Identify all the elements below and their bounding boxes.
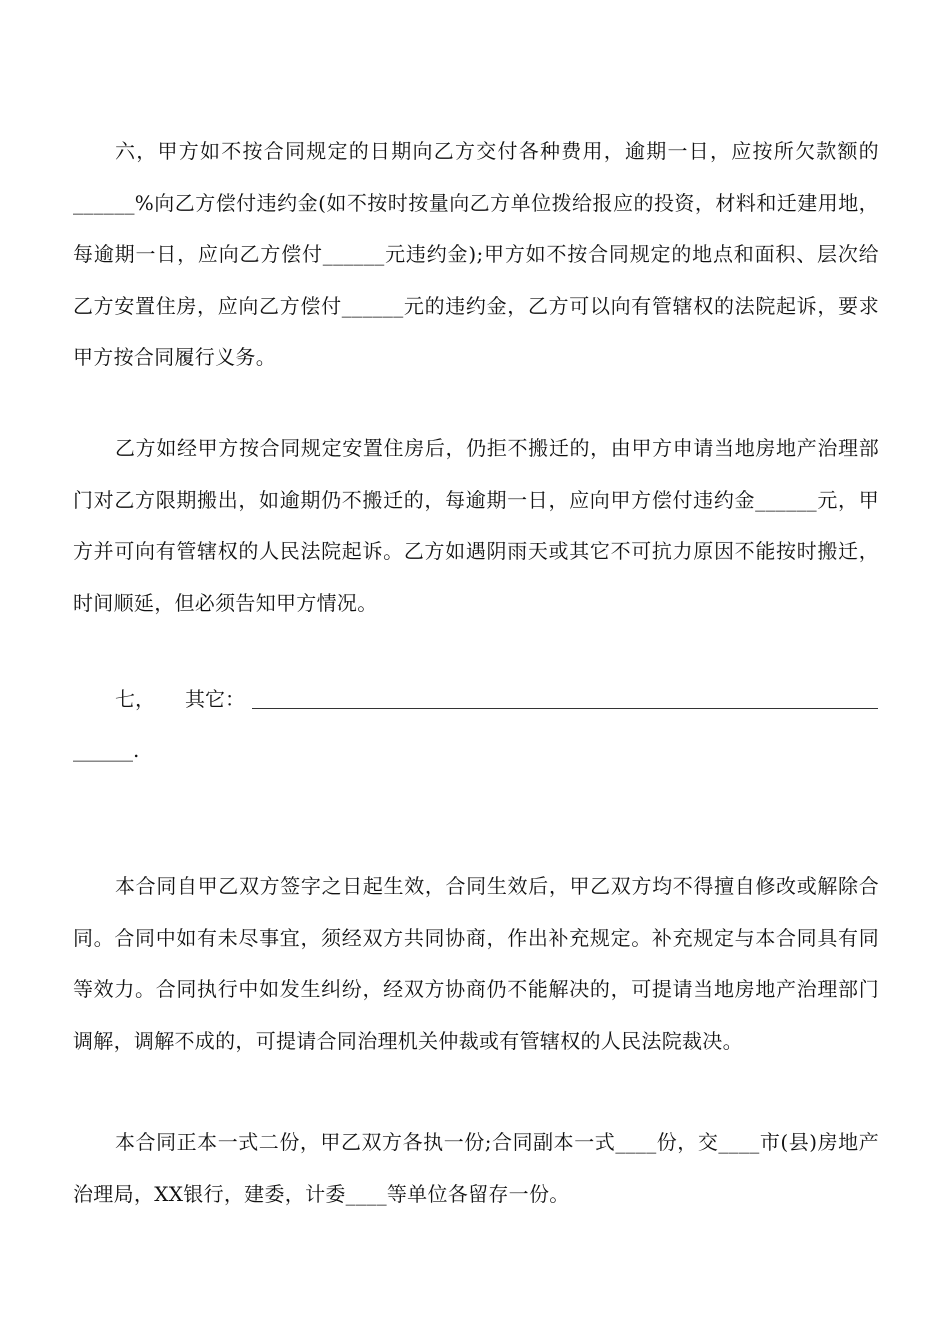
clause-seven-tail: ______.	[73, 738, 140, 762]
clause-seven-label: 其它：	[185, 687, 245, 711]
copies-paragraph: 本合同正本一式二份，甲乙双方各执一份;合同副本一式____份，交____市(县)房地产治理局，XX银行，建委，计委____等单位各留存一份。	[73, 1130, 879, 1206]
clause-seven-number: 七，	[115, 687, 155, 711]
clause-seven-line	[115, 679, 245, 719]
effect-paragraph: 本合同自甲乙双方签字之日起生效，合同生效后，甲乙双方均不得擅自修改或解除合同。合同中如有未尽事宜，须经双方共同协商，作出补充规定。补充规定与本合同具有同等效力。合同执行中如发生纠纷，经双方协商仍不能解决的，可提请当地房地产治理部门调解，调解不成的，可提请合同治理机关仲裁或有管辖权的人民法院裁决。	[73, 874, 879, 1053]
clause-six-paragraph: 六，甲方如不按合同规定的日期向乙方交付各种费用，逾期一日，应按所欠款额的______%向乙方偿付违约金(如不按时按量向乙方单位拨给报应的投资，材料和迁建用地，每逾期一日，应向乙方偿付______元违约金);甲方如不按合同规定的地点和面积、层次给乙方安置住房，应向乙方偿付______元的违约金，乙方可以向有管辖权的法院起诉，要求甲方按合同履行义务。	[73, 139, 879, 369]
clause-six-relocation-paragraph: 乙方如经甲方按合同规定安置住房后，仍拒不搬迁的，由甲方申请当地房地产治理部门对乙方限期搬出，如逾期仍不搬迁的，每逾期一日，应向甲方偿付违约金______元，甲方并可向有管辖权的人民法院起诉。乙方如遇阴雨天或其它不可抗力原因不能按时搬迁，时间顺延，但必须告知甲方情况。	[73, 436, 879, 615]
clause-seven-blank-line	[252, 708, 878, 709]
